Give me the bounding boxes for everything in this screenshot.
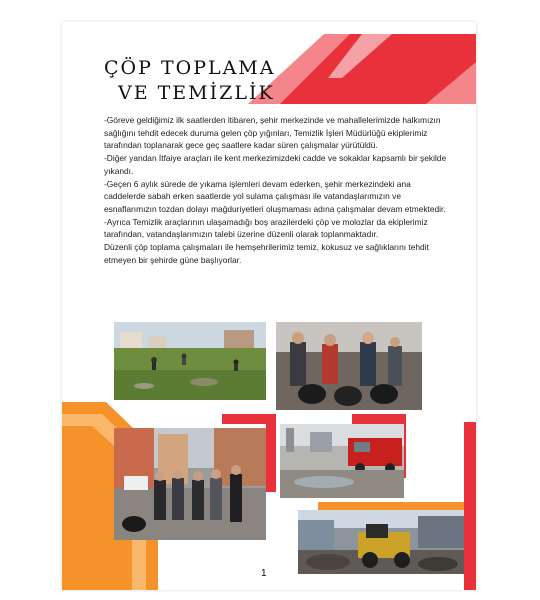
paragraph: -Geçen 6 aylık sürede de yıkama işlemleri devam ederken, şehir merkezindeki ana caddelerde sabah erken saatlerde yol sulama çalışması ile vatandaşlarımızın ve esnaflarımızın tozdan dolayı mağduriyetleri oluşmaması adına çalışmalar devam etmektedir. bbox=[104, 178, 446, 214]
field-cleanup-photo bbox=[114, 322, 266, 400]
brochure-page bbox=[62, 22, 476, 590]
title-line-1: ÇÖP TOPLAMA bbox=[104, 57, 276, 79]
paragraph: -Diğer yandan İtfaiye araçları ile kent merkezimizdeki cadde ve sokaklar kapsamlı bir şekilde yıkandı. bbox=[104, 153, 447, 176]
title-line-2: VE TEMİZLİK bbox=[118, 82, 275, 104]
paragraph: -Göreve geldiğimiz ilk saatlerden itibaren, şehir merkezinde ve mahallelerimizde halkımızın sağlığını tehdit edecek duruma gelen çöp yığınları, Temizlik İşleri Müdürlüğü ekiplerimiz tarafından toplanarak gece geç saatlere kadar süren çalışmalar yürütüldü. bbox=[104, 115, 441, 151]
officials-street-walk-photo bbox=[114, 428, 266, 540]
rubble-loader-photo bbox=[298, 510, 464, 574]
fire-truck-street-wash-photo bbox=[280, 424, 404, 498]
page-number: 1 bbox=[261, 568, 267, 579]
page-title bbox=[104, 56, 276, 106]
paragraph: Düzenli çöp toplama çalışmaları ile hemşehrilerimiz temiz, kokusuz ve sağlıklarını tehdit etmeyen bir şehirde güne başlıyorlar. bbox=[104, 242, 429, 265]
volunteers-trash-bags-photo bbox=[276, 322, 422, 410]
paragraph: -Ayrıca Temizlik araçlarının ulaşamadığı boş arazilerdeki çöp ve molozlar da ekiplerimiz tarafından, vatandaşlarımızın talebi üzerine düzenli olarak toplanmaktadır. bbox=[104, 216, 428, 240]
red-bar-right bbox=[464, 422, 476, 590]
body-text bbox=[104, 114, 450, 266]
